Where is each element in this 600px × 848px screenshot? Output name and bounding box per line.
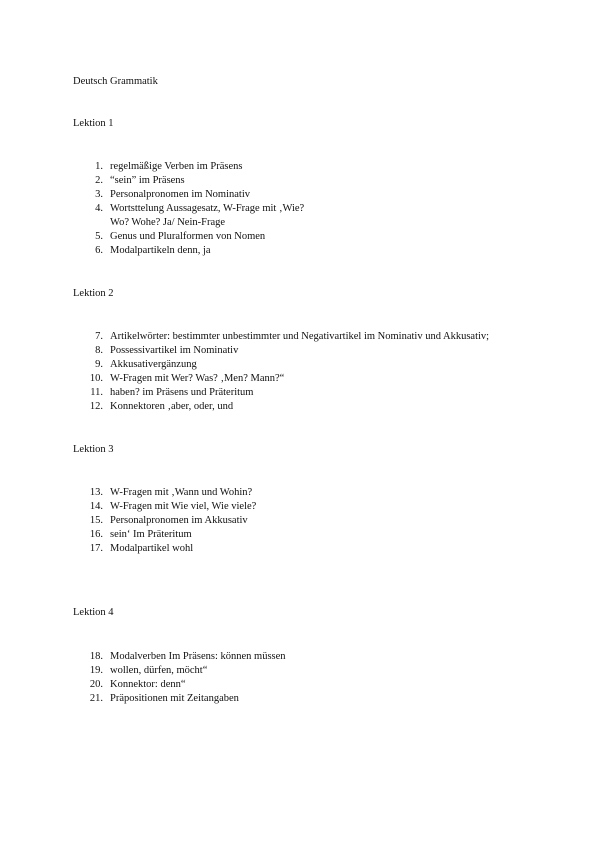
item-text: Konnektor: denn“ — [110, 679, 186, 690]
item-text: wollen, dürfen, möcht“ — [110, 665, 208, 676]
lesson-1-list — [73, 160, 304, 258]
item-number: 21. — [89, 693, 103, 704]
list-item — [73, 244, 304, 258]
item-number: 9. — [95, 359, 103, 370]
lesson-2-list — [73, 330, 489, 414]
item-number: 16. — [89, 529, 103, 540]
lesson-4-list — [73, 650, 286, 706]
item-number: 14. — [89, 501, 103, 512]
document-title: Deutsch Grammatik — [73, 76, 158, 87]
item-text: Personalpronomen im Akkusativ — [110, 515, 248, 526]
list-item — [73, 202, 304, 230]
list-item — [73, 514, 256, 528]
list-item — [73, 330, 489, 344]
item-number: 17. — [89, 543, 103, 554]
list-item — [73, 160, 304, 174]
list-item — [73, 230, 304, 244]
list-item — [73, 692, 286, 706]
list-item — [73, 386, 489, 400]
item-number: 2. — [95, 175, 103, 186]
item-number: 8. — [95, 345, 103, 356]
item-number: 1. — [95, 161, 103, 172]
lesson-3-list — [73, 486, 256, 556]
item-text: W-Fragen mit Wie viel, Wie viele? — [110, 501, 257, 512]
lesson-2-title: Lektion 2 — [73, 288, 114, 299]
item-text: Personalpronomen im Nominativ — [110, 189, 250, 200]
item-text: Possessivartikel im Nominativ — [110, 345, 239, 356]
list-item — [73, 664, 286, 678]
lesson-1-title: Lektion 1 — [73, 118, 114, 129]
item-text: W-Fragen mit Wer? Was? ‚Men? Mann?“ — [110, 373, 285, 384]
list-item — [73, 174, 304, 188]
item-text: “sein” im Präsens — [110, 175, 185, 186]
item-number: 19. — [89, 665, 103, 676]
lesson-3-title: Lektion 3 — [73, 444, 114, 455]
list-item — [73, 358, 489, 372]
list-item — [73, 344, 489, 358]
item-text: Modalverben Im Präsens: können müssen — [110, 651, 286, 662]
item-text: haben? im Präsens und Präteritum — [110, 387, 254, 398]
item-number: 4. — [95, 203, 103, 214]
item-text: Präpositionen mit Zeitangaben — [110, 693, 239, 704]
item-text: Akkusativergänzung — [110, 359, 197, 370]
item-number: 7. — [95, 331, 103, 342]
item-text: sein‘ Im Präteritum — [110, 529, 192, 540]
item-text: W-Fragen mit ‚Wann und Wohin? — [110, 487, 253, 498]
item-number: 12. — [89, 401, 103, 412]
list-item — [73, 500, 256, 514]
lesson-4-title: Lektion 4 — [73, 607, 114, 618]
item-number: 18. — [89, 651, 103, 662]
item-text: Genus und Pluralformen von Nomen — [110, 231, 266, 242]
list-item — [73, 372, 489, 386]
item-number: 6. — [95, 245, 103, 256]
item-text: regelmäßige Verben im Präsens — [110, 161, 243, 172]
list-item — [73, 486, 256, 500]
list-item — [73, 528, 256, 542]
list-item — [73, 678, 286, 692]
item-number: 11. — [90, 387, 103, 398]
item-number: 13. — [89, 487, 103, 498]
item-text-wrapper — [110, 202, 304, 230]
item-text-continuation: Wo? Wohe? Ja/ Nein-Frage — [110, 217, 226, 228]
item-number: 20. — [89, 679, 103, 690]
list-item — [73, 400, 489, 414]
list-item — [73, 542, 256, 556]
item-number: 3. — [95, 189, 103, 200]
list-item — [73, 188, 304, 202]
item-text: Modalpartikel wohl — [110, 543, 194, 554]
item-text: Modalpartikeln denn, ja — [110, 245, 211, 256]
item-number: 10. — [89, 373, 103, 384]
item-text: Wortsttelung Aussagesatz, W-Frage mit ‚Wie? — [110, 203, 305, 214]
item-number: 5. — [95, 231, 103, 242]
item-text: Konnektoren ‚aber, oder, und — [110, 401, 234, 412]
list-item — [73, 650, 286, 664]
item-number: 15. — [89, 515, 103, 526]
item-text: Artikelwörter: bestimmter unbestimmter und Negativartikel im Nominativ und Akkusativ; — [110, 331, 490, 342]
